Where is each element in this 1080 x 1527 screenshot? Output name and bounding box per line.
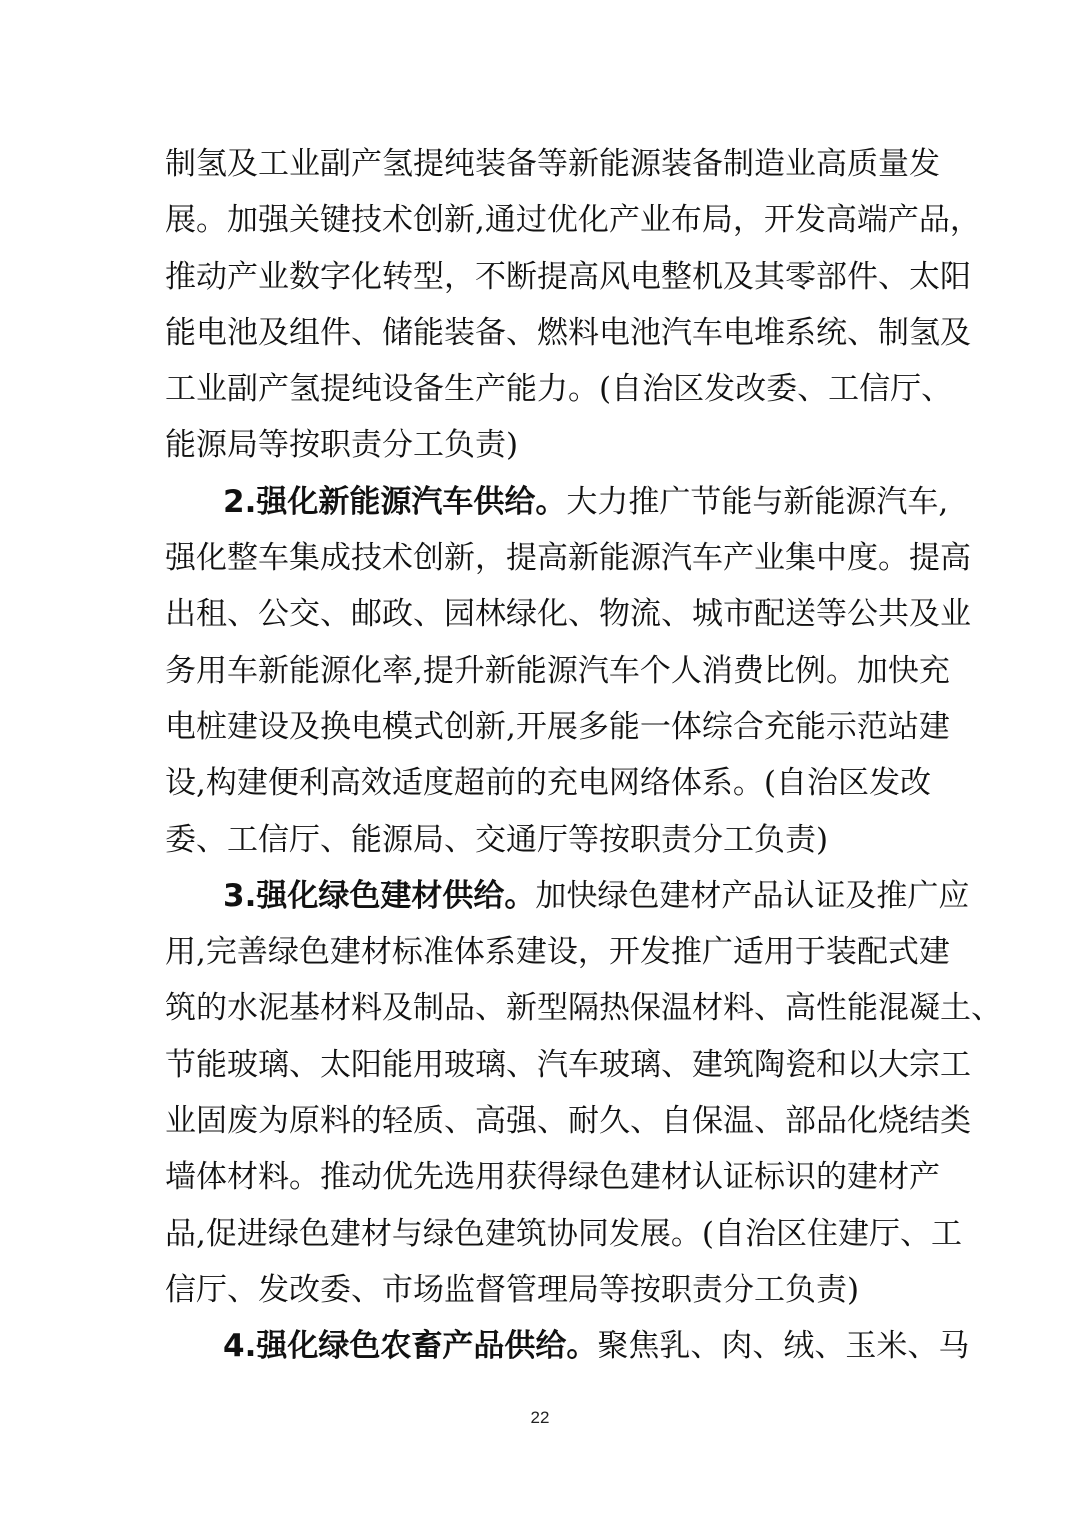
text-line bbox=[165, 474, 949, 530]
text-line: 业固废为原料的轻质、高强、耐久、自保温、部品化烧结类 bbox=[165, 1103, 971, 1140]
page-number: 22 bbox=[530, 1408, 550, 1427]
paragraph-3 bbox=[165, 868, 1002, 1318]
text-run: 加快绿色建材产品认证及推广应 bbox=[535, 877, 970, 914]
text-line: 能电池及组件、储能装备、燃料电池汽车电堆系统、制氢及 bbox=[165, 314, 971, 351]
text-line: 墙体材料。推动优先选用获得绿色建材认证标识的建材产 bbox=[165, 1159, 940, 1196]
paragraph-1 bbox=[165, 136, 981, 474]
text-line: 强化整车集成技术创新，提高新能源汽车产业集中度。提高 bbox=[165, 540, 971, 577]
section-heading: 4.强化绿色农畜产品供给。 bbox=[223, 1328, 598, 1365]
text-line bbox=[165, 1318, 970, 1374]
text-line: 电桩建设及换电模式创新,开展多能一体综合充能示范站建 bbox=[165, 708, 950, 745]
text-line: 出租、公交、邮政、园林绿化、物流、城市配送等公共及业 bbox=[165, 596, 971, 633]
section-heading: 3.强化绿色建材供给。 bbox=[223, 877, 536, 914]
text-line: 筑的水泥基材料及制品、新型隔热保温材料、高性能混凝土、 bbox=[165, 990, 1002, 1027]
text-line: 信厅、发改委、市场监督管理局等按职责分工负责) bbox=[165, 1271, 860, 1308]
text-line: 推动产业数字化转型，不断提高风电整机及其零部件、太阳 bbox=[165, 258, 971, 295]
text-line bbox=[165, 868, 970, 924]
text-run: 大力推广节能与新能源汽车, bbox=[566, 483, 949, 520]
text-line: 委、工信厅、能源局、交通厅等按职责分工负责) bbox=[165, 821, 829, 858]
text-line: 能源局等按职责分工负责) bbox=[165, 427, 519, 464]
text-line: 制氢及工业副产氢提纯装备等新能源装备制造业高质量发 bbox=[165, 146, 940, 182]
text-line: 节能玻璃、太阳能用玻璃、汽车玻璃、建筑陶瓷和以大宗工 bbox=[165, 1046, 971, 1083]
section-heading: 2.强化新能源汽车供给。 bbox=[223, 483, 567, 520]
paragraph-2 bbox=[165, 474, 971, 868]
text-run: 聚焦乳、肉、绒、玉米、马 bbox=[597, 1328, 970, 1365]
text-line: 展。加强关键技术创新,通过优化产业布局，开发高端产品， bbox=[165, 202, 981, 239]
text-line: 务用车新能源化率,提升新能源汽车个人消费比例。加快充 bbox=[165, 652, 950, 689]
text-line: 品,促进绿色建材与绿色建筑协同发展。(自治区住建厅、工 bbox=[165, 1215, 962, 1252]
body-text bbox=[165, 136, 1002, 1375]
text-line: 工业副产氢提纯设备生产能力。(自治区发改委、工信厅、 bbox=[165, 371, 953, 408]
paragraph-4 bbox=[165, 1318, 970, 1374]
text-line: 设,构建便利高效适度超前的充电网络体系。(自治区发改 bbox=[165, 765, 931, 802]
text-line: 用,完善绿色建材标准体系建设，开发推广适用于装配式建 bbox=[165, 934, 950, 971]
